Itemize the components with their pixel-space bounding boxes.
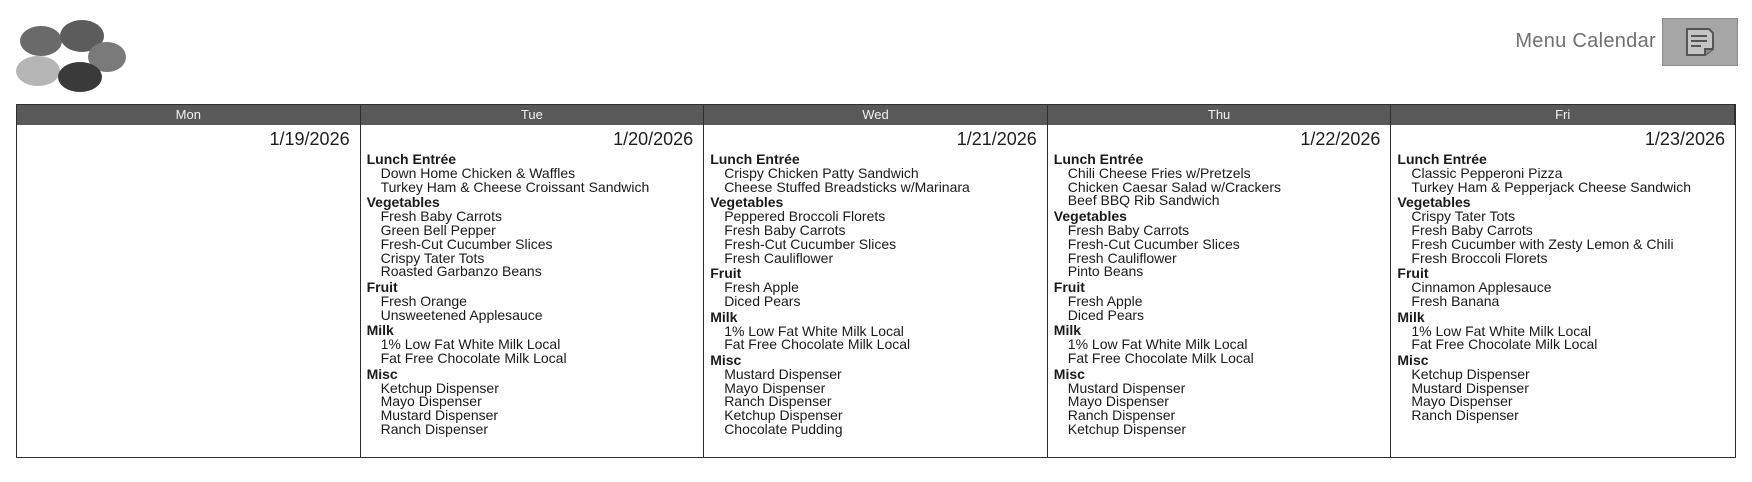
menu-item: Fresh Cucumber with Zesty Lemon & Chili (1411, 235, 1674, 252)
menu-item: Turkey Ham & Pepperjack Cheese Sandwich (1411, 178, 1692, 195)
menu-item: Ketchup Dispenser (380, 379, 499, 396)
menu-category-label: Misc (366, 365, 398, 382)
menu-item: Fresh-Cut Cucumber Slices (380, 235, 553, 252)
menu-item: Green Bell Pepper (380, 222, 496, 239)
menu-item: Peppered Broccoli Florets (724, 208, 886, 225)
menu-item: Ranch Dispenser (1067, 407, 1176, 424)
day-menu (367, 152, 698, 437)
menu-item: Turkey Ham & Cheese Croissant Sandwich (380, 178, 650, 195)
menu-item: Fresh Broccoli Florets (1411, 249, 1548, 266)
menu-category-label: Vegetables (366, 194, 440, 211)
menu-item: Fresh Cauliflower (1067, 249, 1177, 266)
day-date: 1/22/2026 (1300, 129, 1381, 149)
menu-item: Fresh-Cut Cucumber Slices (724, 235, 897, 252)
menu-item: Fresh Baby Carrots (724, 222, 846, 239)
menu-item: Ketchup Dispenser (1411, 366, 1530, 383)
menu-category-label: Vegetables (710, 194, 784, 211)
menu-category-label: Lunch Entrée (1053, 151, 1144, 167)
menu-category-label: Milk (1397, 308, 1425, 325)
menu-category-label: Misc (710, 352, 742, 369)
menu-item: Chicken Caesar Salad w/Crackers (1067, 178, 1281, 195)
menu-item: Mustard Dispenser (1067, 379, 1186, 396)
menu-item: Beef BBQ Rib Sandwich (1067, 192, 1220, 209)
menu-item: Crispy Tater Tots (380, 249, 485, 266)
menu-item: Diced Pears (724, 292, 801, 309)
menu-category-label: Misc (1397, 352, 1429, 369)
menu-item: Fat Free Chocolate Milk Local (724, 336, 911, 353)
day-header-mon: Mon (17, 105, 361, 125)
menu-item: Fresh Baby Carrots (1411, 222, 1533, 239)
menu-item: Mayo Dispenser (380, 393, 482, 410)
menu-item: Diced Pears (1067, 306, 1145, 323)
day-date: 1/20/2026 (613, 129, 694, 149)
menu-item: 1% Low Fat White Milk Local (724, 322, 904, 339)
menu-item: Mayo Dispenser (1067, 393, 1169, 410)
menu-category-label: Fruit (710, 265, 742, 282)
menu-item: Fresh Cauliflower (724, 249, 834, 266)
menu-item: Ranch Dispenser (724, 393, 832, 410)
logo-dot (58, 62, 102, 92)
day-date: 1/19/2026 (269, 129, 350, 149)
menu-category-label: Lunch Entrée (710, 151, 800, 167)
menu-category-label: Milk (366, 322, 394, 339)
menu-item: Mustard Dispenser (1411, 379, 1529, 396)
day-menu (1397, 152, 1729, 423)
menu-item: 1% Low Fat White Milk Local (1411, 322, 1592, 339)
menu-calendar-grid (16, 104, 1736, 458)
day-cell-fri (1391, 125, 1735, 457)
menu-item: Ketchup Dispenser (1067, 420, 1187, 437)
menu-item: Roasted Garbanzo Beans (380, 263, 542, 280)
menu-item: Ranch Dispenser (1411, 407, 1519, 424)
menu-item: Classic Pepperoni Pizza (1411, 165, 1563, 181)
menu-item: Crispy Chicken Patty Sandwich (724, 165, 919, 181)
menu-category-label: Lunch Entrée (366, 151, 457, 167)
menu-item: Ranch Dispenser (380, 420, 488, 437)
day-cell-wed (704, 125, 1048, 457)
menu-item: Mustard Dispenser (724, 366, 842, 383)
logo (16, 20, 128, 92)
menu-category-label: Milk (710, 308, 738, 325)
menu-item: Fresh Banana (1411, 292, 1500, 309)
menu-item: Unsweetened Applesauce (380, 306, 543, 323)
day-header-tue: Tue (361, 105, 705, 125)
page-title: Menu Calendar (1515, 30, 1656, 52)
day-menu (1054, 152, 1385, 437)
menu-item: Fresh Baby Carrots (1067, 222, 1190, 239)
menu-item: Fresh Apple (1067, 292, 1143, 309)
menu-category-label: Vegetables (1053, 208, 1127, 225)
menu-category-label: Fruit (1397, 265, 1429, 282)
menu-item: Mayo Dispenser (1411, 393, 1513, 410)
menu-item: Mayo Dispenser (724, 379, 826, 396)
day-date: 1/23/2026 (1644, 129, 1725, 149)
menu-category-label: Milk (1053, 322, 1082, 339)
menu-item: Pinto Beans (1067, 263, 1144, 280)
menu-item: Ketchup Dispenser (724, 407, 843, 424)
menu-category-label: Lunch Entrée (1397, 151, 1487, 167)
logo-dot (20, 26, 62, 56)
menu-item: Fresh Orange (380, 292, 467, 309)
menu-category-label: Misc (1053, 365, 1085, 382)
menu-item: Cinnamon Applesauce (1411, 279, 1552, 296)
menu-item: 1% Low Fat White Milk Local (380, 336, 561, 353)
menu-item: Mustard Dispenser (380, 407, 499, 424)
menu-item: Cheese Stuffed Breadsticks w/Marinara (724, 178, 970, 195)
menu-item: Fat Free Chocolate Milk Local (1067, 350, 1254, 367)
menu-item: Crispy Tater Tots (1411, 208, 1516, 225)
document-icon (1683, 26, 1717, 58)
menu-item: Fat Free Chocolate Milk Local (380, 350, 567, 367)
day-menu (710, 152, 1041, 437)
menu-item: Fresh-Cut Cucumber Slices (1067, 235, 1240, 252)
menu-item: Down Home Chicken & Waffles (380, 165, 576, 181)
menu-category-label: Fruit (366, 278, 398, 295)
menu-category-label: Fruit (1053, 278, 1085, 295)
menu-item: Fat Free Chocolate Milk Local (1411, 336, 1598, 353)
day-date: 1/21/2026 (956, 129, 1037, 149)
menu-item: Fresh Baby Carrots (380, 208, 502, 225)
menu-item: 1% Low Fat White Milk Local (1067, 336, 1248, 353)
day-cell-thu (1048, 125, 1392, 457)
menu-item: Chili Cheese Fries w/Pretzels (1067, 165, 1251, 181)
day-header-wed: Wed (704, 105, 1048, 125)
menu-item: Chocolate Pudding (724, 420, 843, 437)
menu-item: Fresh Apple (724, 279, 799, 296)
day-header-fri: Fri (1391, 105, 1735, 125)
day-header-thu: Thu (1048, 105, 1392, 125)
day-cell-mon (17, 125, 361, 457)
menu-calendar-button[interactable] (1662, 18, 1738, 66)
menu-category-label: Vegetables (1397, 194, 1471, 211)
logo-dot (16, 56, 60, 86)
day-cell-tue (361, 125, 705, 457)
